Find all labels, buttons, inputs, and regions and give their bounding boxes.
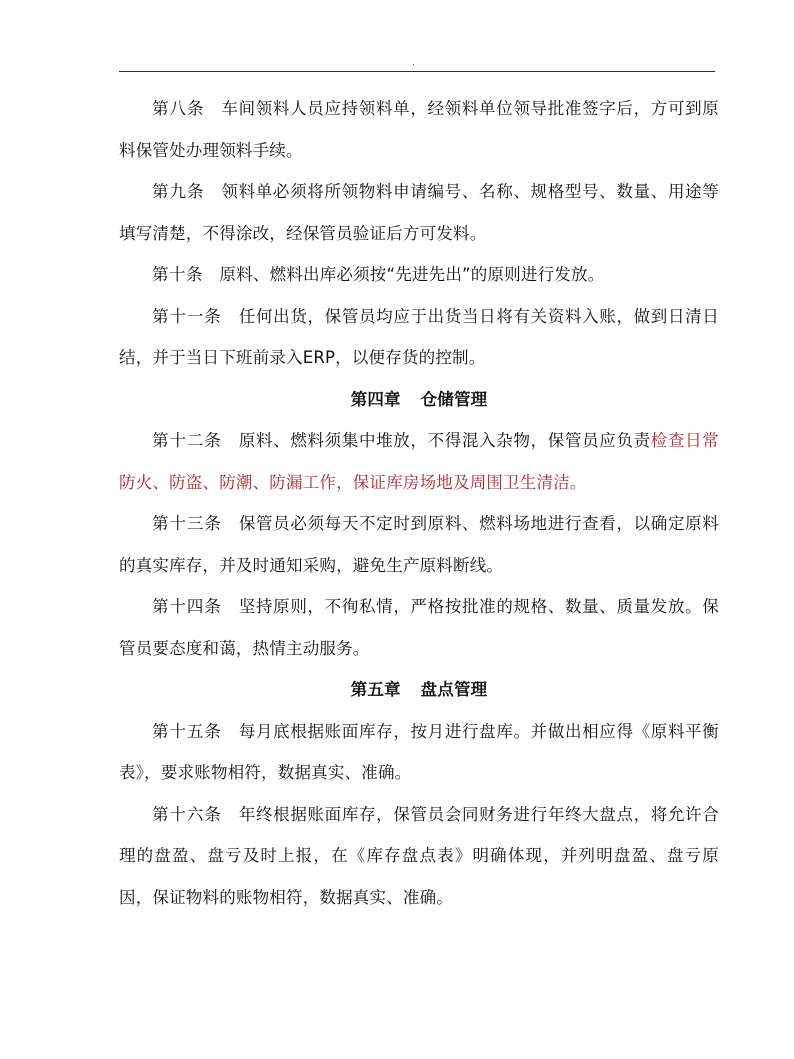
chapter-number: 第四章: [350, 389, 401, 409]
article-text: 领料单必须将所领物料申请编号、名称、规格型号、数量、用途等填写清楚，不得涂改，经保管员验证后方可发料。: [119, 182, 720, 243]
article-11: [119, 296, 719, 379]
chapter-5-heading: [119, 669, 719, 711]
header-mark: .: [412, 58, 415, 68]
header-rule: [119, 71, 715, 72]
article-text: 任何出货，保管员均应于出货当日将有关资料入账，做到日清日结，并于当日下班前录入ERP，以便存货的控制。: [119, 306, 720, 367]
chapter-number: 第五章: [350, 680, 401, 699]
article-label: 第十二条: [152, 431, 222, 450]
article-text: 车间领料人员应持领料单，经领料单位领导批准签字后，方可到原料保管处办理领料手续。: [119, 99, 720, 160]
chapter-4-heading: [119, 379, 719, 421]
article-label: 第十五条: [152, 721, 222, 741]
article-text: 年终根据账面库存，保管员会同财务进行年终大盘点，将允许合理的盘盈、盘亏及时上报，在《库存盘点表》明确体现，并列明盘盈、盘亏原因，保证物料的账物相符，数据真实、准确。: [119, 804, 720, 907]
article-10: [119, 254, 719, 296]
chapter-title: 仓储管理: [420, 389, 488, 409]
article-label: 第十四条: [152, 597, 222, 616]
highlighted-text: 检查日常防火、防盗、防潮、防漏工作，保证库房场地及周围卫生清洁。: [119, 431, 719, 492]
article-14: [119, 586, 719, 669]
article-text: 坚持原则，不徇私情，严格按批准的规格、数量、质量发放。保管员要态度和蔼，热情主动服务。: [119, 597, 720, 658]
article-15: [119, 711, 719, 794]
article-9: [119, 171, 719, 254]
chapter-title: 盘点管理: [420, 680, 488, 699]
article-label: 第十六条: [152, 804, 222, 824]
document-body: [119, 88, 719, 918]
article-label: 第十条: [152, 265, 203, 284]
article-label: 第十三条: [152, 514, 222, 533]
article-16: [119, 794, 719, 919]
article-label: 第八条: [152, 99, 205, 118]
article-12: [119, 420, 719, 503]
article-text: 原料、燃料须集中堆放，不得混入杂物，保管员应负责: [238, 431, 651, 450]
article-text: 每月底根据账面库存，按月进行盘库。并做出相应得《原料平衡表》，要求账物相符，数据真实、准确。: [119, 721, 720, 782]
article-label: 第九条: [152, 182, 205, 201]
article-8: [119, 88, 719, 171]
article-13: [119, 503, 719, 586]
article-text: 原料、燃料出库必须按“先进先出”的原则进行发放。: [219, 265, 605, 284]
article-text: 保管员必须每天不定时到原料、燃料场地进行查看，以确定原料的真实库存，并及时通知采购，避免生产原料断线。: [119, 514, 720, 575]
article-label: 第十一条: [152, 306, 222, 326]
